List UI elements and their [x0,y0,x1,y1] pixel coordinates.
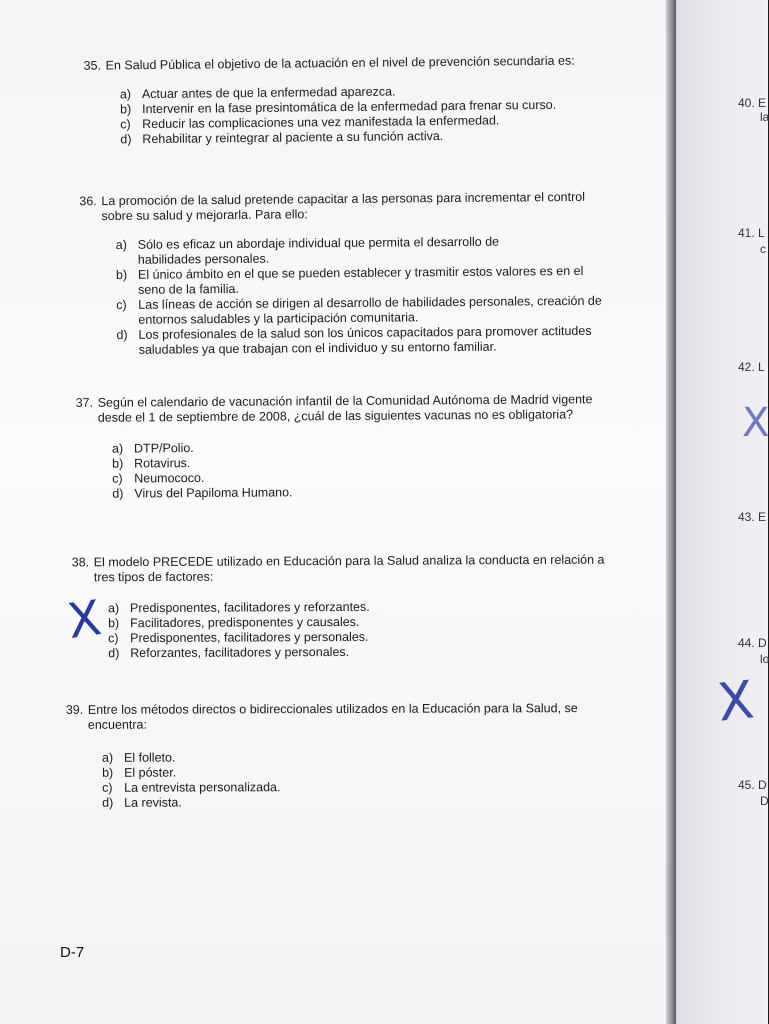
option-c: c) Las líneas de acción se dirigen al desarrollo de habilidades personales, creación de entornos saludables y la participación comunitaria. [116,293,602,327]
bleed-through-text [60,830,600,844]
option-b: b) El único ámbito en el que se pueden establecer y trasmitir estos valores es en el seno de la familia. [115,263,584,297]
handwritten-x-mark: X [64,589,105,651]
question-stem: Entre los métodos directos o bidireccionales utilizados en la Educación para la Salud, se encuentra: [87,701,578,732]
question-number: 39. [65,702,84,717]
right-question-fragment: lo [760,652,769,666]
question-38 [72,553,613,662]
right-question-number: 44. D [738,636,767,650]
option-d: d) Reforzantes, facilitadores y personales. [108,644,350,661]
option-a: a) Predisponentes, facilitadores y reforzantes. [107,599,370,616]
question-36 [79,190,602,359]
page-number: D-7 [60,944,85,961]
option-c: c) Predisponentes, facilitadores y personales. [108,629,369,646]
option-c: c) Neumococo. [112,470,205,486]
right-question-number: 45. D [738,778,767,792]
right-question-fragment: la [760,110,769,124]
right-question-number: 41. L [738,226,765,240]
option-b: b) Rotavirus. [112,456,191,471]
right-question-fragment: c [760,242,766,256]
question-stem: En Salud Pública el objetivo de la actuación en el nivel de prevención secundaria es: [105,53,575,73]
question-number: 38. [71,555,90,570]
option-d: d) Virus del Papiloma Humano. [112,485,293,501]
book-gutter [666,0,676,1024]
question-number: 36. [79,194,97,209]
question-37 [76,392,609,502]
option-b: b) Facilitadores, predisponentes y causales. [108,614,360,631]
handwritten-x-mark: X [742,400,769,446]
right-question-number: 42. L [738,360,765,374]
handwritten-x-mark: X [714,670,757,734]
option-d: d) Rehabilitar y reintegrar al paciente a su función activa. [120,128,444,147]
option-c: c) Reducir las complicaciones una vez manifestada la enfermedad. [120,113,500,132]
option-c: c) La entrevista personalizada. [102,780,281,795]
question-39 [66,701,596,811]
exam-page-right [676,0,768,1024]
question-stem: Según el calendario de vacunación infantil de la Comunidad Autónoma de Madrid vigente desde el 1 de septiembre de 2008, ¿cuál de las siguientes vacunas no es obligatoria? [97,392,593,425]
option-b: b) Intervenir en la fase presintomática de la enfermedad para frenar su curso. [120,97,557,117]
question-number: 35. [83,58,102,73]
option-b: b) El póster. [102,765,177,780]
option-d: d) Los profesionales de la salud son los únicos capacitados para promover actitudes saludables ya que trabajan con el individuo y su entorno familiar. [116,323,592,357]
option-a: a) Sólo es eficaz un abordaje individual que permita el desarrollo de habilidades personales. [115,234,500,267]
question-stem: El modelo PRECEDE utilizado en Educación para la Salud analiza la conducta en relación a tres tipos de factores: [93,552,605,585]
option-a: a) DTP/Polio. [111,441,194,456]
right-question-number: 40. E [738,96,767,110]
right-question-number: 43. E [738,510,767,524]
right-question-fragment: D [760,794,769,808]
option-d: d) La revista. [102,795,182,810]
option-a: a) El folleto. [101,750,176,765]
option-a: a) Actuar antes de que la enfermedad aparezca. [119,84,396,102]
question-number: 37. [75,395,94,410]
question-stem: La promoción de la salud pretende capacitar a las personas para incrementar el control sobre su salud y mejorarla. Para ello: [101,189,586,224]
question-35 [84,53,605,147]
